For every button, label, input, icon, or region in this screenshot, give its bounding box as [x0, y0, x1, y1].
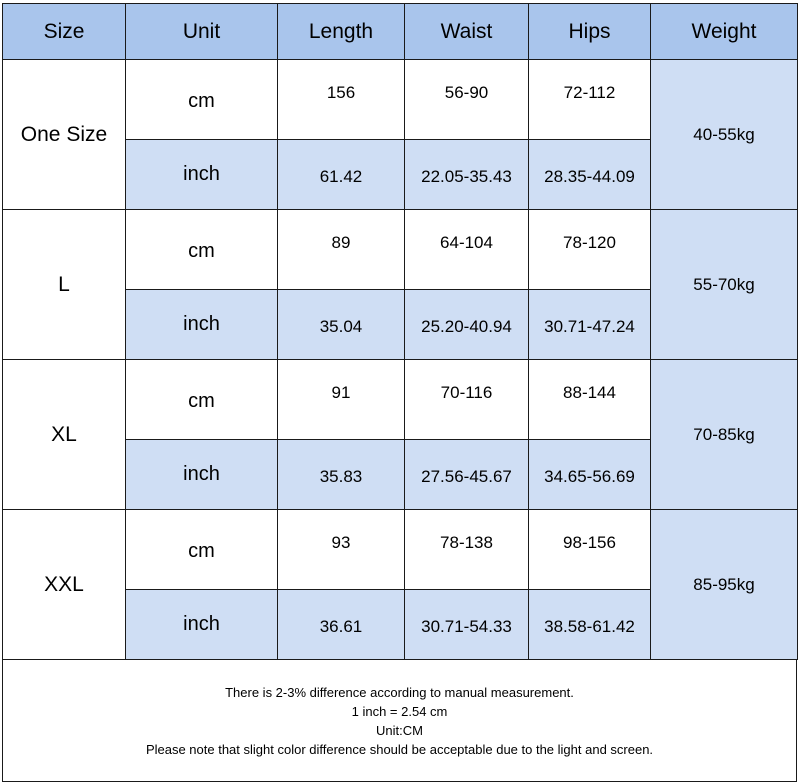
hips-cell: 88-144 [529, 360, 651, 440]
unit-cell: inch [126, 440, 278, 510]
length-cell: 156 [278, 60, 405, 140]
table-row [3, 360, 798, 440]
waist-cell: 78-138 [405, 510, 529, 590]
notes-box [2, 660, 797, 782]
size-cell: L [3, 210, 126, 360]
header-length: Length [278, 4, 405, 60]
length-cell: 61.42 [278, 140, 405, 210]
waist-cell: 27.56-45.67 [405, 440, 529, 510]
header-weight: Weight [651, 4, 798, 60]
size-cell: One Size [3, 60, 126, 210]
table-row [3, 210, 798, 290]
header-unit: Unit [126, 4, 278, 60]
hips-cell: 78-120 [529, 210, 651, 290]
length-cell: 91 [278, 360, 405, 440]
unit-cell: cm [126, 60, 278, 140]
hips-cell: 38.58-61.42 [529, 590, 651, 660]
hips-cell: 98-156 [529, 510, 651, 590]
note-line: Unit:CM [376, 722, 423, 738]
header-size: Size [3, 4, 126, 60]
header-waist: Waist [405, 4, 529, 60]
hips-cell: 72-112 [529, 60, 651, 140]
weight-cell: 40-55kg [651, 60, 798, 210]
waist-cell: 64-104 [405, 210, 529, 290]
note-line: Please note that slight color difference should be acceptable due to the light and screen. [145, 741, 654, 757]
waist-cell: 70-116 [405, 360, 529, 440]
unit-cell: inch [126, 590, 278, 660]
length-cell: 35.04 [278, 290, 405, 360]
header-row [3, 4, 798, 60]
weight-cell: 70-85kg [651, 360, 798, 510]
size-table [2, 3, 798, 660]
size-cell: XL [3, 360, 126, 510]
table-row [3, 60, 798, 140]
size-cell: XXL [3, 510, 126, 660]
unit-cell: inch [126, 290, 278, 360]
waist-cell: 25.20-40.94 [405, 290, 529, 360]
weight-cell: 85-95kg [651, 510, 798, 660]
waist-cell: 56-90 [405, 60, 529, 140]
size-chart [2, 3, 797, 782]
unit-cell: cm [126, 360, 278, 440]
length-cell: 93 [278, 510, 405, 590]
note-line: 1 inch = 2.54 cm [351, 703, 448, 719]
hips-cell: 30.71-47.24 [529, 290, 651, 360]
hips-cell: 34.65-56.69 [529, 440, 651, 510]
waist-cell: 22.05-35.43 [405, 140, 529, 210]
length-cell: 89 [278, 210, 405, 290]
weight-cell: 55-70kg [651, 210, 798, 360]
table-row [3, 510, 798, 590]
note-line: There is 2-3% difference according to manual measurement. [225, 684, 574, 700]
waist-cell: 30.71-54.33 [405, 590, 529, 660]
header-hips: Hips [529, 4, 651, 60]
unit-cell: cm [126, 510, 278, 590]
unit-cell: inch [126, 140, 278, 210]
hips-cell: 28.35-44.09 [529, 140, 651, 210]
length-cell: 36.61 [278, 590, 405, 660]
unit-cell: cm [126, 210, 278, 290]
length-cell: 35.83 [278, 440, 405, 510]
